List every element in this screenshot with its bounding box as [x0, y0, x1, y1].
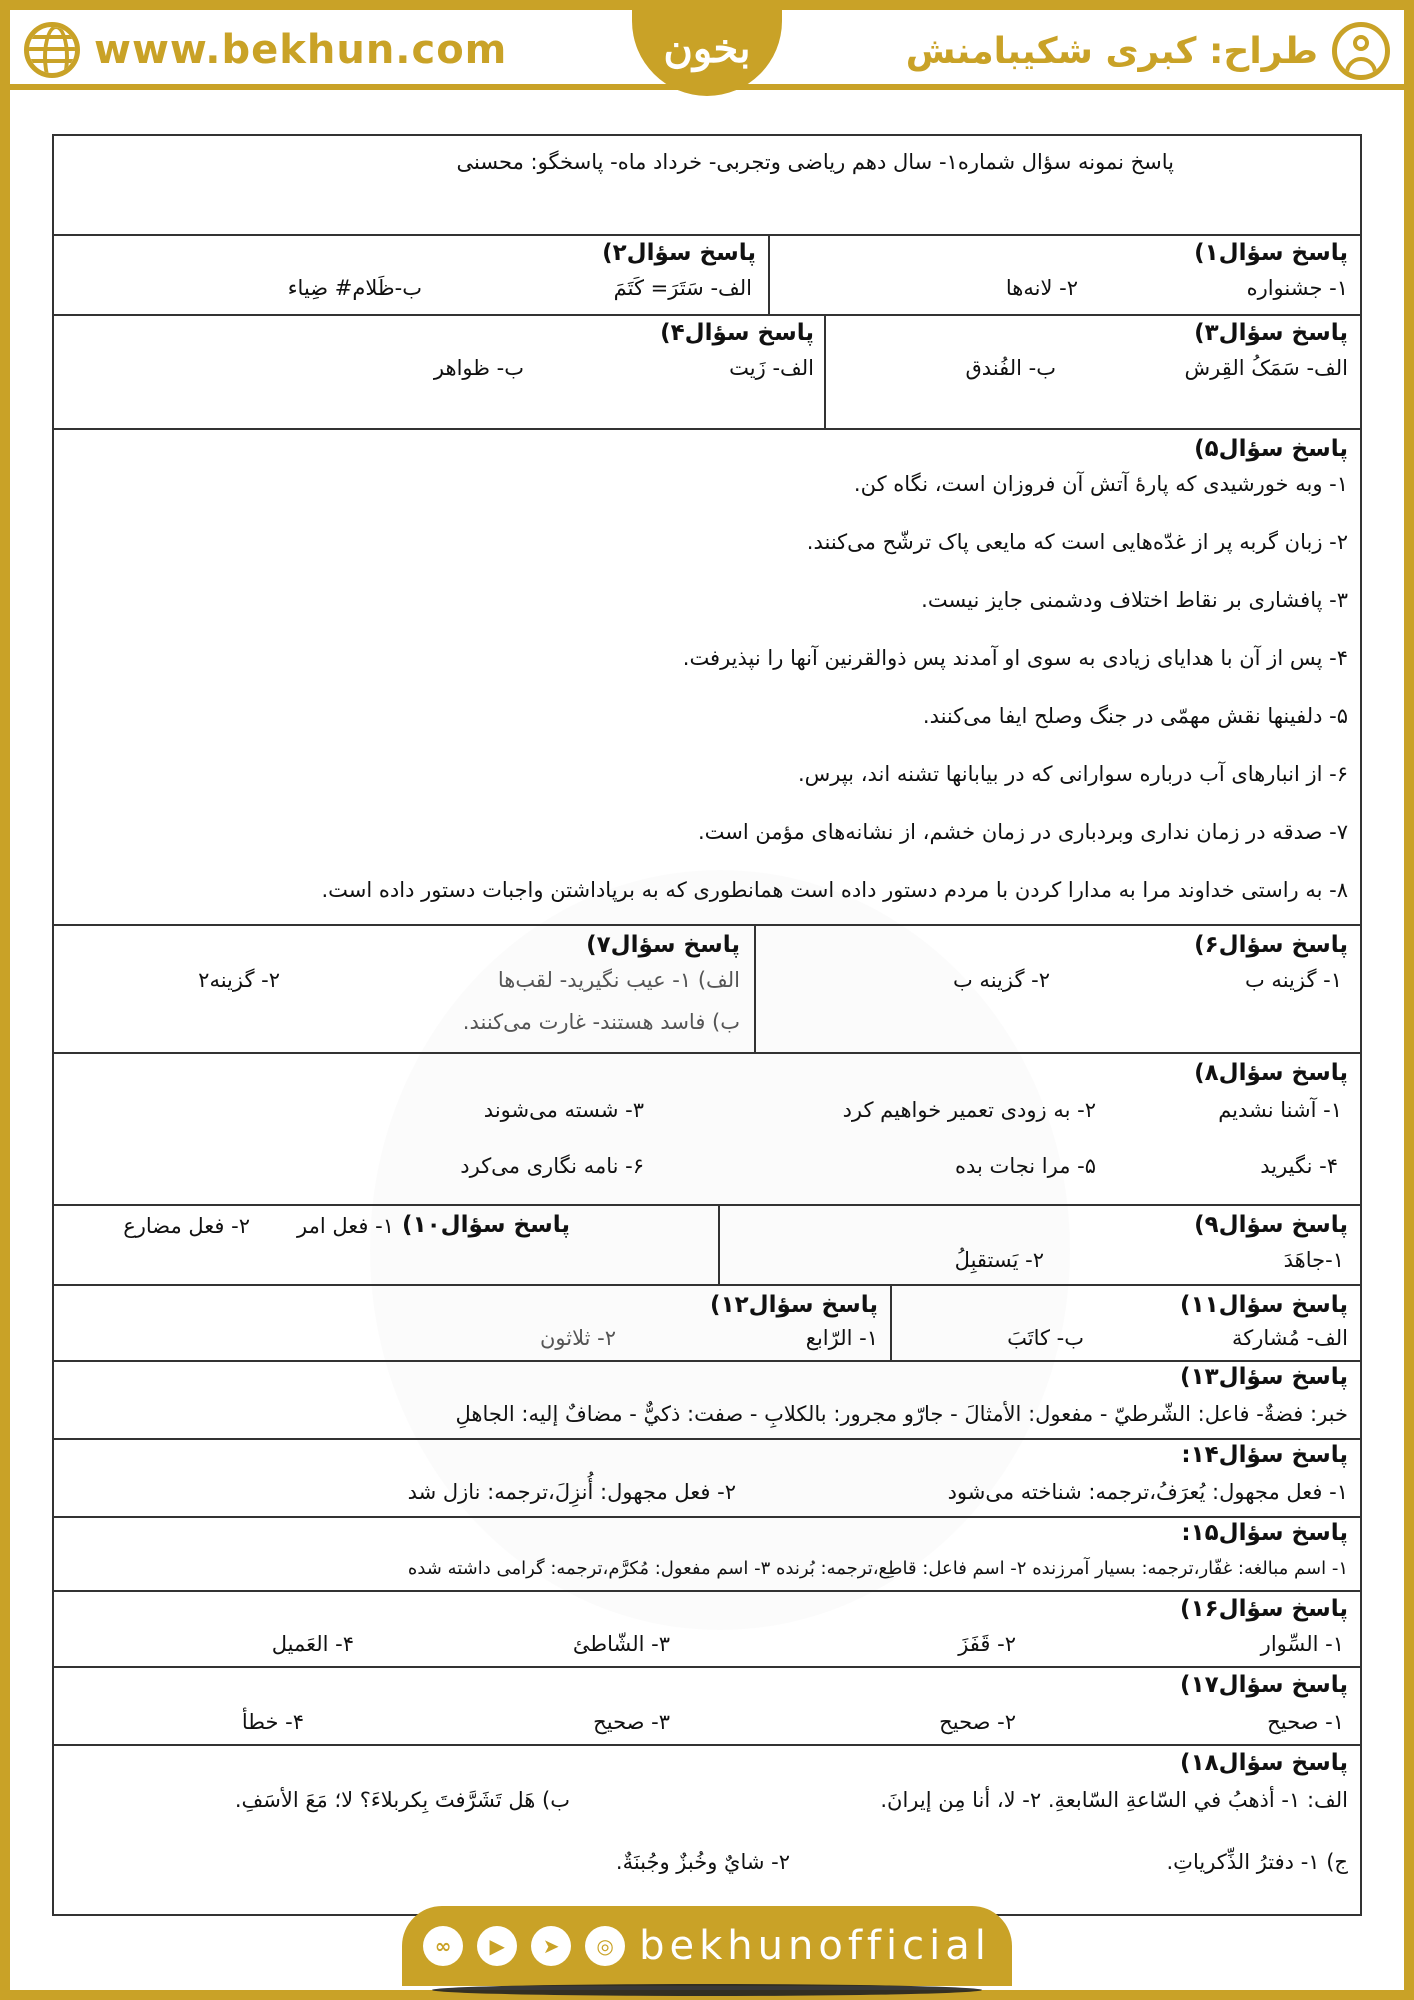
q11-answer-1: الف- مُشارکة — [1231, 1326, 1348, 1350]
q5-line-1: ۱- وبه خورشیدی که پارهٔ آتش آن فروزان است، نگاه کن. — [853, 472, 1348, 496]
q5-line-8: ۸- به راستی خداوند مرا به مدارا کردن با مردم دستور داده است همانطوری که به برپاداشتن واجبات دستور داده است. — [321, 878, 1348, 902]
q12-heading: پاسخ سؤال۱۲) — [710, 1292, 878, 1318]
q8-answer-3: ۳- شسته می‌شوند — [483, 1098, 644, 1122]
row-q5 — [54, 430, 1360, 926]
q14-answer-2: ۲- فعل مجهول: أُنزِلَ،ترجمه: نازل شد — [407, 1480, 736, 1504]
q8-answer-4: ۴- نگیرید — [1260, 1154, 1338, 1178]
q3-answer-2: ب- الفُندق — [965, 356, 1056, 380]
row-q14 — [54, 1440, 1360, 1518]
q5-line-3: ۳- پافشاری بر نقاط اختلاف ودشمنی جایز نیست. — [921, 588, 1348, 612]
q16-heading: پاسخ سؤال۱۶) — [1180, 1596, 1348, 1622]
q9-answer-1: ۱-جاهَدَ — [1283, 1248, 1344, 1272]
q15-heading: پاسخ سؤال۱۵: — [1181, 1520, 1348, 1546]
q10-answer-1: ۱- فعل امر — [297, 1214, 394, 1238]
row-q16 — [54, 1592, 1360, 1668]
q16-answer-4: ۴- العَمیل — [271, 1632, 354, 1656]
website-text: www.bekhun.com — [94, 27, 508, 73]
row-q1-q2 — [54, 236, 1360, 316]
q16-answer-2: ۲- قَفَزَ — [958, 1632, 1016, 1656]
row-q17 — [54, 1668, 1360, 1746]
q3-answer-1: الف- سَمَکُ القِرش — [1184, 356, 1348, 380]
header-bar — [10, 10, 1404, 90]
q8-answer-2: ۲- به زودی تعمیر خواهیم کرد — [842, 1098, 1096, 1122]
row-q11-q12 — [54, 1286, 1360, 1362]
q5-line-5: ۵- دلفینها نقش مهمّی در جنگ وصلح ایفا می‌کنند. — [922, 704, 1348, 728]
q12-answer-1: ۱- الرّابع — [805, 1326, 878, 1350]
q17-heading: پاسخ سؤال۱۷) — [1180, 1672, 1348, 1698]
q11-heading: پاسخ سؤال۱۱) — [1180, 1292, 1348, 1318]
q10-heading: پاسخ سؤال۱۰) — [402, 1212, 570, 1238]
answer-sheet — [52, 134, 1362, 1916]
globe-icon — [24, 22, 80, 78]
row-q8 — [54, 1054, 1360, 1206]
q6-answer-2: ۲- گزینه ب — [952, 968, 1050, 992]
page-title: پاسخ نمونه سؤال شماره۱- سال دهم ریاضی وتجربی- خرداد ماه- پاسخگو: محسنی — [456, 150, 1174, 174]
q4-answer-2: ب- ظواهر — [433, 356, 524, 380]
q2-heading: پاسخ سؤال۲) — [602, 240, 756, 266]
q18-answer-2: ب) هَل تَشَرَّفتَ بِکربلاءَ؟ لا؛ مَعَ الأسَفِ. — [234, 1788, 570, 1812]
q4-answer-1: الف- زَیت — [729, 356, 814, 380]
designer-credit — [906, 22, 1390, 80]
logo — [632, 0, 782, 96]
row-q9-q10 — [54, 1206, 1360, 1286]
q16-answer-3: ۳- الشّاطئ — [572, 1632, 670, 1656]
q6-answer-1: ۱- گزینه ب — [1244, 968, 1342, 992]
logo-text: بخون — [663, 24, 751, 72]
link-icon[interactable]: ∞ — [423, 1926, 463, 1966]
q3-heading: پاسخ سؤال۳) — [1194, 320, 1348, 346]
designer-name: طراح: کبری شکیبامنش — [905, 30, 1318, 72]
page — [10, 10, 1404, 1990]
q18-answer-4: ۲- شايٌ وخُبزٌ وجُبنَةٌ. — [615, 1850, 790, 1874]
instagram-icon[interactable]: ◎ — [585, 1926, 625, 1966]
q5-line-2: ۲- زبان گربه پر از غدّه‌هایی است که مایعی پاک ترشّح می‌کنند. — [806, 530, 1348, 554]
q6-heading: پاسخ سؤال۶) — [1194, 932, 1348, 958]
q17-answer-3: ۳- صحیح — [593, 1710, 670, 1734]
q8-answer-6: ۶- نامه نگاری می‌کرد — [460, 1154, 644, 1178]
q17-answer-2: ۲- صحیح — [939, 1710, 1016, 1734]
q13-text: خبر: فضةٌ- فاعل: الشّرطيّ - مفعول: الأمثالَ - جارّو مجرور: بالکلابِ - صفت: ذکيٌّ - مضافٌ إلیه: الجاهلِ — [455, 1402, 1348, 1426]
q14-answer-1: ۱- فعل مجهول: یُعرَفُ،ترجمه: شناخته می‌شود — [947, 1480, 1348, 1504]
q14-heading: پاسخ سؤال۱۴: — [1181, 1442, 1348, 1468]
youtube-icon[interactable]: ▶ — [477, 1926, 517, 1966]
q11-answer-2: ب- کاتَبَ — [1007, 1326, 1084, 1350]
q1-answer-1: ۱- جشنواره — [1246, 276, 1348, 300]
q17-answer-1: ۱- صحیح — [1267, 1710, 1344, 1734]
footer-shadow — [432, 1984, 982, 1996]
row-q6-q7 — [54, 926, 1360, 1054]
q7-answer-2: ۲- گزینه۲ — [198, 968, 280, 992]
telegram-icon[interactable]: ➤ — [531, 1926, 571, 1966]
title-row — [54, 136, 1360, 236]
q18-answer-3: ج) ۱- دفترُ الذِّکریاتِ. — [1166, 1850, 1348, 1874]
q8-heading: پاسخ سؤال۸) — [1194, 1060, 1348, 1086]
q5-line-6: ۶- از انبارهای آب درباره سوارانی که در بیابانها تشنه اند، بپرس. — [797, 762, 1348, 786]
q7-answer-1: الف) ۱- عیب نگیرید- لقب‌ها — [497, 968, 740, 992]
row-q13 — [54, 1362, 1360, 1440]
q18-heading: پاسخ سؤال۱۸) — [1180, 1750, 1348, 1776]
q15-text: ۱- اسم مبالغه: غفّار،ترجمه: بسیار آمرزنده ۲- اسم فاعل: قاطِع،ترجمه: بُرنده ۳- اسم مفعول: مُکرَّم،ترجمه: گرامی داشته شده — [407, 1558, 1348, 1579]
q9-answer-2: ۲- یَستقبِلُ — [954, 1248, 1044, 1272]
q17-answer-4: ۴- خطأ — [241, 1710, 304, 1734]
row-q18 — [54, 1746, 1360, 1914]
footer-social-bar — [402, 1906, 1012, 1986]
q13-heading: پاسخ سؤال۱۳) — [1180, 1364, 1348, 1390]
q5-heading: پاسخ سؤال۵) — [1194, 436, 1348, 462]
q1-answer-2: ۲- لانه‌ها — [1005, 276, 1078, 300]
website-link[interactable] — [24, 22, 507, 78]
q7-answer-3: ب) فاسد هستند- غارت می‌کنند. — [462, 1010, 740, 1034]
q8-answer-1: ۱- آشنا نشدیم — [1218, 1098, 1342, 1122]
q7-heading: پاسخ سؤال۷) — [586, 932, 740, 958]
q4-heading: پاسخ سؤال۴) — [660, 320, 814, 346]
q2-answer-1: الف- سَتَرَ= کَتَمَ — [613, 276, 752, 300]
q2-answer-2: ب-ظَلام# ضِیاء — [287, 276, 422, 300]
q18-answer-1: الف: ۱- أذهبُ في السّاعةِ السّابعةِ. ۲- لا، أنا مِن إیرانَ. — [880, 1788, 1348, 1812]
row-q15 — [54, 1518, 1360, 1592]
q5-line-7: ۷- صدقه در زمان نداری وبردباری در زمان خشم، از نشانه‌های مؤمن است. — [697, 820, 1348, 844]
q16-answer-1: ۱- السِّوار — [1260, 1632, 1344, 1656]
row-q3-q4 — [54, 316, 1360, 430]
q1-heading: پاسخ سؤال۱) — [1194, 240, 1348, 266]
q8-answer-5: ۵- مرا نجات بده — [955, 1154, 1096, 1178]
q5-line-4: ۴- پس از آن با هدایای زیادی به سوی او آمدند پس ذوالقرنین آنها را نپذیرفت. — [682, 646, 1348, 670]
footer-handle[interactable]: bekhunofficial — [639, 1923, 991, 1969]
q9-heading: پاسخ سؤال۹) — [1194, 1212, 1348, 1238]
q10-answer-2: ۲- فعل مضارع — [123, 1214, 250, 1238]
user-icon — [1332, 22, 1390, 80]
q12-answer-2: ۲- ثلاثون — [539, 1326, 616, 1350]
